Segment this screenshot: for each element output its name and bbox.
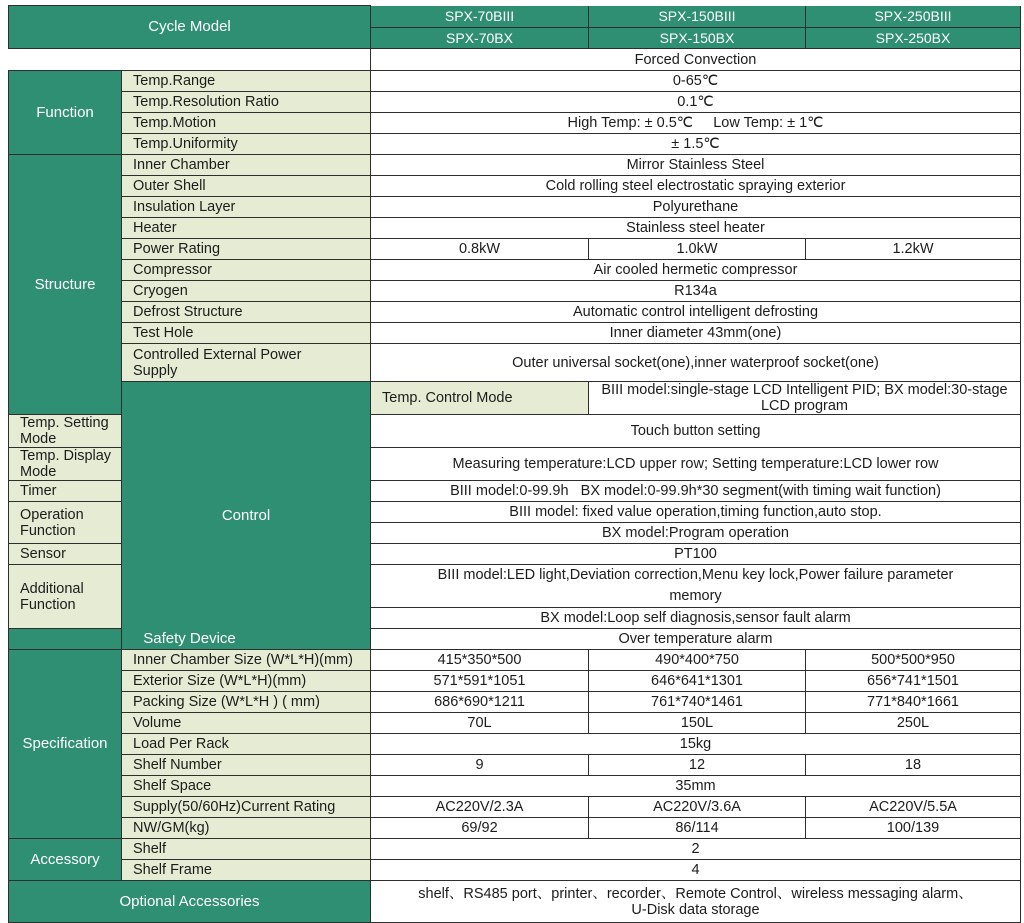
model-bx-150: SPX-150BX [589, 28, 806, 49]
shelf-space-value: 35mm [371, 776, 1021, 797]
category-control: Control [122, 382, 371, 650]
supply-label: Supply(50/60Hz)Current Rating [122, 797, 371, 818]
additional-bx-value: BX model:Loop self diagnosis,sensor fault alarm [371, 608, 1021, 629]
category-accessory: Accessory [9, 839, 122, 881]
setting-mode-label: Temp. Setting Mode [9, 415, 122, 448]
weight-label: NW/GM(kg) [122, 818, 371, 839]
sensor-value: PT100 [371, 544, 1021, 565]
outer-shell-value: Cold rolling steel electrostatic spraying exterior [371, 176, 1021, 197]
exterior-size-250: 656*741*1501 [806, 671, 1021, 692]
model-biii-70: SPX-70BIII [371, 6, 589, 28]
additional-function-label: Additional Function [9, 565, 122, 629]
outer-shell-label: Outer Shell [122, 176, 371, 197]
exterior-size-70: 571*591*1051 [371, 671, 589, 692]
resolution-label: Temp.Resolution Ratio [122, 92, 371, 113]
cryogen-label: Cryogen [122, 281, 371, 302]
insulation-value: Polyurethane [371, 197, 1021, 218]
inner-size-250: 500*500*950 [806, 650, 1021, 671]
display-mode-label: Temp. Display Mode [9, 448, 122, 481]
packing-size-70: 686*690*1211 [371, 692, 589, 713]
shelf-label: Shelf [122, 839, 371, 860]
model-biii-150: SPX-150BIII [589, 6, 806, 28]
operation-bx-value: BX model:Program operation [371, 523, 1021, 544]
defrost-value: Automatic control intelligent defrosting [371, 302, 1021, 323]
weight-250: 100/139 [806, 818, 1021, 839]
defrost-label: Defrost Structure [122, 302, 371, 323]
shelf-frame-value: 4 [371, 860, 1021, 881]
weight-150: 86/114 [589, 818, 806, 839]
optional-accessories-label: Optional Accessories [9, 881, 371, 923]
category-function: Function [9, 71, 122, 155]
spec-table [8, 5, 1021, 923]
category-structure: Structure [9, 155, 122, 415]
optional-accessories-line2: U-Disk data storage [631, 901, 760, 918]
volume-250: 250L [806, 713, 1021, 734]
control-mode-label: Temp. Control Mode [371, 382, 589, 415]
shelf-number-label: Shelf Number [122, 755, 371, 776]
operation-function-label: Operation Function [9, 502, 122, 544]
weight-70: 69/92 [371, 818, 589, 839]
model-bx-70: SPX-70BX [371, 28, 589, 49]
control-mode-value: BIII model:single-stage LCD Intelligent PID; BX model:30-stage LCD program [589, 382, 1021, 415]
model-bx-250: SPX-250BX [806, 28, 1021, 49]
supply-250: AC220V/5.5A [806, 797, 1021, 818]
insulation-label: Insulation Layer [122, 197, 371, 218]
test-hole-value: Inner diameter 43mm(one) [371, 323, 1021, 344]
motion-label: Temp.Motion [122, 113, 371, 134]
operation-biii-value: BIII model: fixed value operation,timing function,auto stop. [371, 502, 1021, 523]
heater-label: Heater [122, 218, 371, 239]
volume-70: 70L [371, 713, 589, 734]
resolution-value: 0.1℃ [371, 92, 1021, 113]
display-mode-value: Measuring temperature:LCD upper row; Setting temperature:LCD lower row [371, 448, 1021, 481]
inner-size-150: 490*400*750 [589, 650, 806, 671]
volume-label: Volume [122, 713, 371, 734]
inner-chamber-label: Inner Chamber [122, 155, 371, 176]
exterior-size-150: 646*641*1301 [589, 671, 806, 692]
timer-label: Timer [9, 481, 122, 502]
supply-150: AC220V/3.6A [589, 797, 806, 818]
uniformity-label: Temp.Uniformity [122, 134, 371, 155]
timer-value: BIII model:0-99.9h BX model:0-99.9h*30 segment(with timing wait function) [371, 481, 1021, 502]
additional-biii-line1: BIII model:LED light,Deviation correction,Menu key lock,Power failure parameter [437, 567, 954, 583]
external-power-value: Outer universal socket(one),inner waterproof socket(one) [371, 344, 1021, 382]
sensor-label: Sensor [9, 544, 122, 565]
power-rating-150: 1.0kW [589, 239, 806, 260]
safety-device-label: Safety Device [9, 629, 371, 650]
compressor-value: Air cooled hermetic compressor [371, 260, 1021, 281]
compressor-label: Compressor [122, 260, 371, 281]
packing-size-150: 761*740*1461 [589, 692, 806, 713]
shelf-number-250: 18 [806, 755, 1021, 776]
shelf-number-70: 9 [371, 755, 589, 776]
safety-device-value: Over temperature alarm [371, 629, 1021, 650]
external-power-label-line2: Supply [133, 362, 178, 379]
packing-size-250: 771*840*1661 [806, 692, 1021, 713]
external-power-label [122, 344, 371, 382]
packing-size-label: Packing Size (W*L*H ) ( mm) [122, 692, 371, 713]
cycle-model-header: Cycle Model [9, 6, 371, 49]
external-power-label-line1: Controlled External Power [133, 346, 302, 363]
load-per-rack-value: 15kg [371, 734, 1021, 755]
model-biii-250: SPX-250BIII [806, 6, 1021, 28]
shelf-frame-label: Shelf Frame [122, 860, 371, 881]
convection-type: Forced Convection [371, 49, 1021, 71]
shelf-number-150: 12 [589, 755, 806, 776]
additional-biii-line2: memory [669, 588, 722, 604]
volume-150: 150L [589, 713, 806, 734]
power-rating-250: 1.2kW [806, 239, 1021, 260]
supply-70: AC220V/2.3A [371, 797, 589, 818]
setting-mode-value: Touch button setting [371, 415, 1021, 448]
shelf-value: 2 [371, 839, 1021, 860]
inner-chamber-value: Mirror Stainless Steel [371, 155, 1021, 176]
optional-accessories-line1: shelf、RS485 port、printer、recorder、Remote Control、wireless messaging alarm、 [418, 885, 973, 902]
temp-range-value: 0-65℃ [371, 71, 1021, 92]
power-rating-70: 0.8kW [371, 239, 589, 260]
test-hole-label: Test Hole [122, 323, 371, 344]
motion-value: High Temp: ± 0.5℃ Low Temp: ± 1℃ [371, 113, 1021, 134]
heater-value: Stainless steel heater [371, 218, 1021, 239]
inner-size-70: 415*350*500 [371, 650, 589, 671]
power-rating-label: Power Rating [122, 239, 371, 260]
temp-range-label: Temp.Range [122, 71, 371, 92]
additional-biii-value [371, 565, 1021, 608]
cryogen-value: R134a [371, 281, 1021, 302]
category-specification: Specification [9, 650, 122, 839]
load-per-rack-label: Load Per Rack [122, 734, 371, 755]
exterior-size-label: Exterior Size (W*L*H)(mm) [122, 671, 371, 692]
shelf-space-label: Shelf Space [122, 776, 371, 797]
inner-size-label: Inner Chamber Size (W*L*H)(mm) [122, 650, 371, 671]
uniformity-value: ± 1.5℃ [371, 134, 1021, 155]
